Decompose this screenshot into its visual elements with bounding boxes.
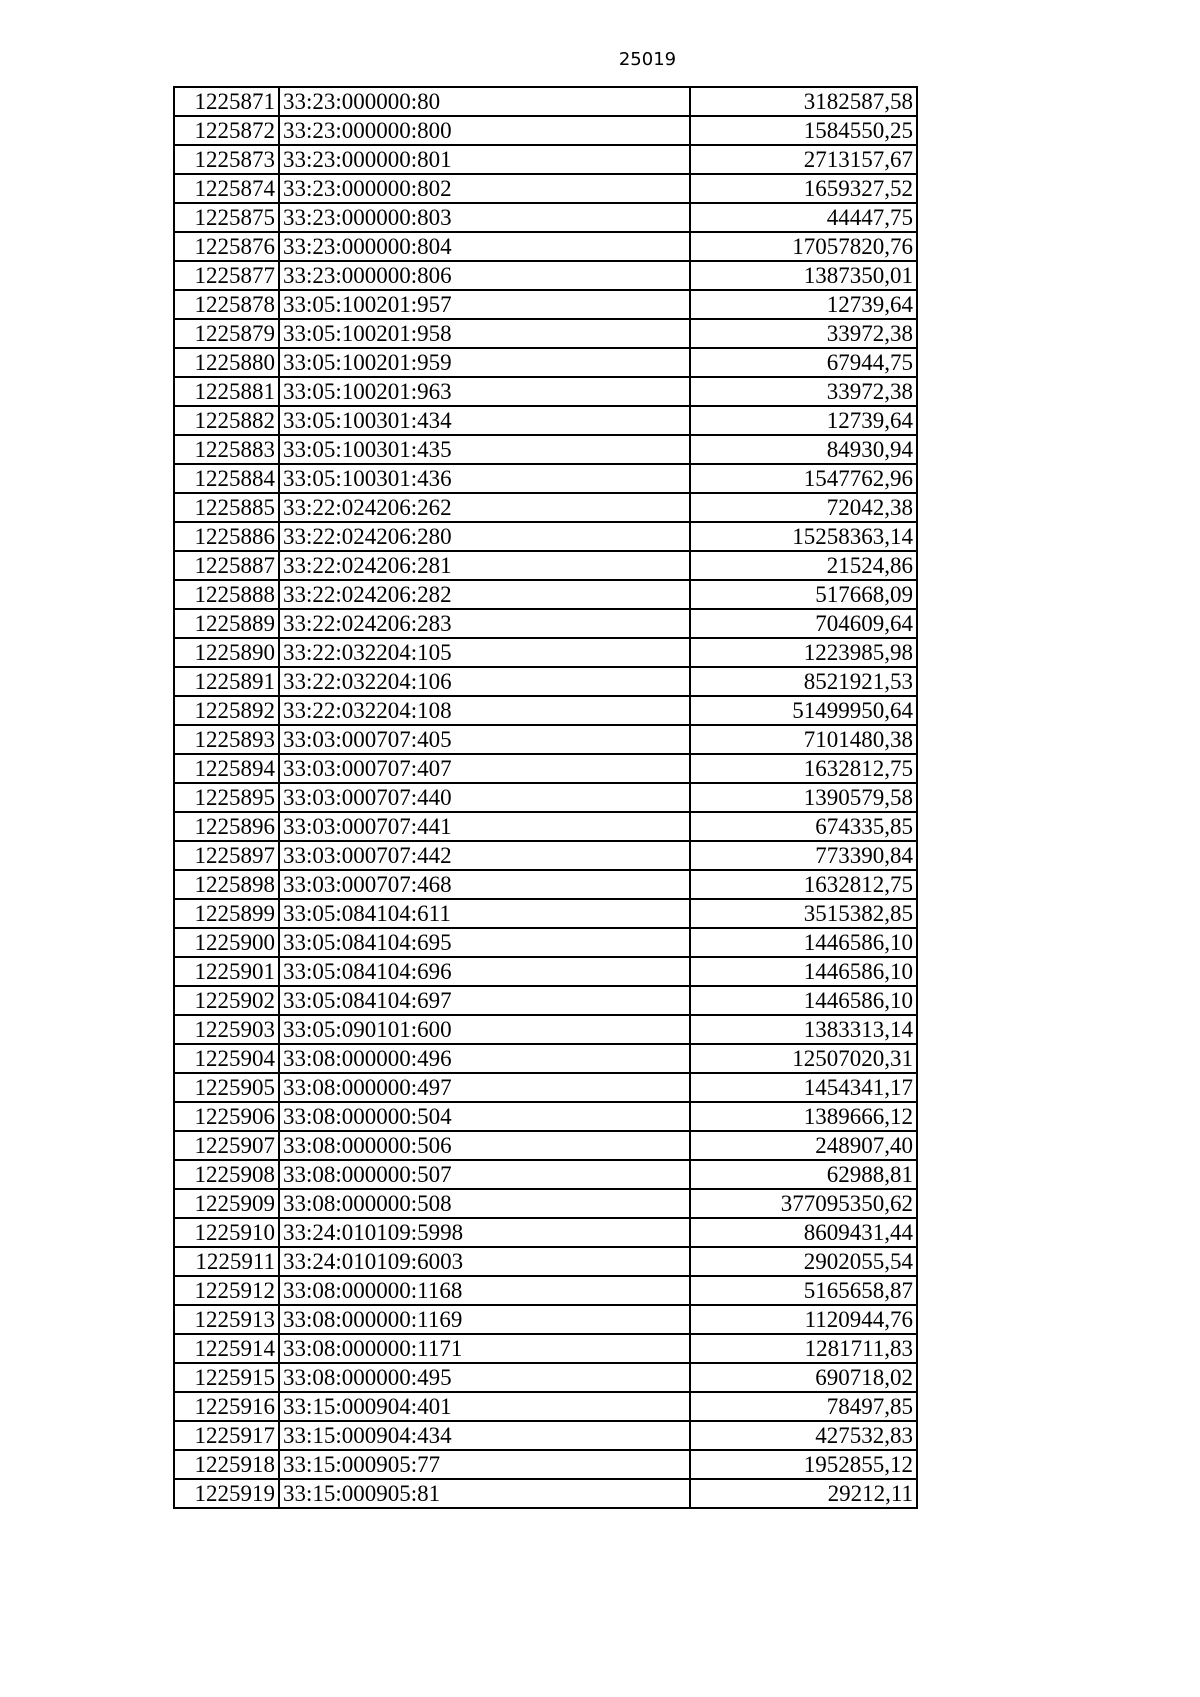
cadastral-value-cell: 1446586,10 — [690, 957, 917, 986]
cadastral-number-cell: 33:03:000707:468 — [279, 870, 690, 899]
cadastral-value-cell: 29212,11 — [690, 1479, 917, 1508]
table-row — [174, 1218, 917, 1247]
cadastral-value-cell: 1120944,76 — [690, 1305, 917, 1334]
cadastral-value-cell: 3182587,58 — [690, 87, 917, 116]
table-row — [174, 145, 917, 174]
table-row — [174, 522, 917, 551]
table-row — [174, 464, 917, 493]
cadastral-value-cell: 1281711,83 — [690, 1334, 917, 1363]
table-row — [174, 1305, 917, 1334]
row-number-cell: 1225904 — [174, 1044, 279, 1073]
cadastral-number-cell: 33:24:010109:6003 — [279, 1247, 690, 1276]
table-row — [174, 261, 917, 290]
cadastral-value-cell: 12739,64 — [690, 290, 917, 319]
cadastral-number-cell: 33:08:000000:508 — [279, 1189, 690, 1218]
cadastral-value-cell: 1632812,75 — [690, 754, 917, 783]
cadastral-value-cell: 1387350,01 — [690, 261, 917, 290]
cadastral-number-cell: 33:23:000000:800 — [279, 116, 690, 145]
table-row — [174, 1189, 917, 1218]
row-number-cell: 1225911 — [174, 1247, 279, 1276]
row-number-cell: 1225886 — [174, 522, 279, 551]
row-number-cell: 1225912 — [174, 1276, 279, 1305]
cadastral-value-cell: 674335,85 — [690, 812, 917, 841]
table-row — [174, 986, 917, 1015]
row-number-cell: 1225888 — [174, 580, 279, 609]
table-row — [174, 1363, 917, 1392]
row-number-cell: 1225895 — [174, 783, 279, 812]
row-number-cell: 1225903 — [174, 1015, 279, 1044]
row-number-cell: 1225878 — [174, 290, 279, 319]
cadastral-value-cell: 1383313,14 — [690, 1015, 917, 1044]
row-number-cell: 1225896 — [174, 812, 279, 841]
cadastral-value-cell: 78497,85 — [690, 1392, 917, 1421]
table-row — [174, 1160, 917, 1189]
cadastral-number-cell: 33:24:010109:5998 — [279, 1218, 690, 1247]
table-row — [174, 899, 917, 928]
cadastral-number-cell: 33:08:000000:1171 — [279, 1334, 690, 1363]
row-number-cell: 1225905 — [174, 1073, 279, 1102]
cadastral-number-cell: 33:08:000000:495 — [279, 1363, 690, 1392]
table-row — [174, 1015, 917, 1044]
row-number-cell: 1225907 — [174, 1131, 279, 1160]
table-row — [174, 1247, 917, 1276]
row-number-cell: 1225874 — [174, 174, 279, 203]
table-row — [174, 754, 917, 783]
cadastral-number-cell: 33:05:090101:600 — [279, 1015, 690, 1044]
cadastral-value-cell: 21524,86 — [690, 551, 917, 580]
cadastral-number-cell: 33:22:024206:283 — [279, 609, 690, 638]
row-number-cell: 1225879 — [174, 319, 279, 348]
row-number-cell: 1225898 — [174, 870, 279, 899]
cadastral-number-cell: 33:08:000000:1168 — [279, 1276, 690, 1305]
cadastral-number-cell: 33:22:024206:262 — [279, 493, 690, 522]
cadastral-value-cell: 1446586,10 — [690, 928, 917, 957]
cadastral-value-cell: 1389666,12 — [690, 1102, 917, 1131]
cadastral-number-cell: 33:05:084104:696 — [279, 957, 690, 986]
cadastral-value-cell: 2713157,67 — [690, 145, 917, 174]
cadastral-value-cell: 1390579,58 — [690, 783, 917, 812]
cadastral-number-cell: 33:22:032204:106 — [279, 667, 690, 696]
cadastral-value-cell: 12739,64 — [690, 406, 917, 435]
cadastral-number-cell: 33:05:100301:434 — [279, 406, 690, 435]
table-row — [174, 551, 917, 580]
cadastral-value-cell: 12507020,31 — [690, 1044, 917, 1073]
cadastral-number-cell: 33:15:000905:77 — [279, 1450, 690, 1479]
cadastral-number-cell: 33:03:000707:441 — [279, 812, 690, 841]
row-number-cell: 1225902 — [174, 986, 279, 1015]
cadastral-value-cell: 17057820,76 — [690, 232, 917, 261]
table-row — [174, 116, 917, 145]
row-number-cell: 1225915 — [174, 1363, 279, 1392]
row-number-cell: 1225901 — [174, 957, 279, 986]
cadastral-number-cell: 33:05:100301:436 — [279, 464, 690, 493]
cadastral-number-cell: 33:05:100301:435 — [279, 435, 690, 464]
cadastral-value-cell: 1952855,12 — [690, 1450, 917, 1479]
cadastral-value-cell: 51499950,64 — [690, 696, 917, 725]
table-row — [174, 1334, 917, 1363]
cadastral-number-cell: 33:22:024206:280 — [279, 522, 690, 551]
cadastral-value-table — [173, 86, 918, 1509]
cadastral-number-cell: 33:23:000000:804 — [279, 232, 690, 261]
row-number-cell: 1225871 — [174, 87, 279, 116]
table-row — [174, 319, 917, 348]
row-number-cell: 1225918 — [174, 1450, 279, 1479]
row-number-cell: 1225883 — [174, 435, 279, 464]
row-number-cell: 1225890 — [174, 638, 279, 667]
cadastral-number-cell: 33:23:000000:80 — [279, 87, 690, 116]
table-row — [174, 638, 917, 667]
cadastral-value-cell: 377095350,62 — [690, 1189, 917, 1218]
cadastral-number-cell: 33:08:000000:507 — [279, 1160, 690, 1189]
row-number-cell: 1225882 — [174, 406, 279, 435]
cadastral-number-cell: 33:15:000904:434 — [279, 1421, 690, 1450]
cadastral-number-cell: 33:08:000000:496 — [279, 1044, 690, 1073]
cadastral-value-cell: 8609431,44 — [690, 1218, 917, 1247]
cadastral-number-cell: 33:08:000000:497 — [279, 1073, 690, 1102]
table-row — [174, 203, 917, 232]
cadastral-number-cell: 33:05:084104:611 — [279, 899, 690, 928]
table-row — [174, 580, 917, 609]
row-number-cell: 1225908 — [174, 1160, 279, 1189]
row-number-cell: 1225914 — [174, 1334, 279, 1363]
row-number-cell: 1225919 — [174, 1479, 279, 1508]
table-row — [174, 1102, 917, 1131]
table-row — [174, 377, 917, 406]
cadastral-number-cell: 33:15:000904:401 — [279, 1392, 690, 1421]
table-row — [174, 957, 917, 986]
table-row — [174, 696, 917, 725]
cadastral-value-cell: 7101480,38 — [690, 725, 917, 754]
row-number-cell: 1225877 — [174, 261, 279, 290]
row-number-cell: 1225880 — [174, 348, 279, 377]
cadastral-value-cell: 3515382,85 — [690, 899, 917, 928]
cadastral-value-cell: 1547762,96 — [690, 464, 917, 493]
cadastral-value-cell: 704609,64 — [690, 609, 917, 638]
table-row — [174, 1450, 917, 1479]
table-row — [174, 406, 917, 435]
table-row — [174, 928, 917, 957]
row-number-cell: 1225873 — [174, 145, 279, 174]
row-number-cell: 1225910 — [174, 1218, 279, 1247]
row-number-cell: 1225916 — [174, 1392, 279, 1421]
page-number: 25019 — [618, 49, 677, 70]
cadastral-value-cell: 2902055,54 — [690, 1247, 917, 1276]
table-body — [174, 87, 917, 1508]
table-row — [174, 783, 917, 812]
cadastral-number-cell: 33:08:000000:1169 — [279, 1305, 690, 1334]
cadastral-number-cell: 33:03:000707:405 — [279, 725, 690, 754]
cadastral-value-cell: 62988,81 — [690, 1160, 917, 1189]
table-row — [174, 232, 917, 261]
row-number-cell: 1225891 — [174, 667, 279, 696]
table-row — [174, 290, 917, 319]
table-row — [174, 725, 917, 754]
table-row — [174, 812, 917, 841]
row-number-cell: 1225913 — [174, 1305, 279, 1334]
cadastral-number-cell: 33:23:000000:806 — [279, 261, 690, 290]
cadastral-number-cell: 33:03:000707:407 — [279, 754, 690, 783]
cadastral-value-cell: 44447,75 — [690, 203, 917, 232]
row-number-cell: 1225872 — [174, 116, 279, 145]
cadastral-number-cell: 33:22:032204:105 — [279, 638, 690, 667]
cadastral-number-cell: 33:22:032204:108 — [279, 696, 690, 725]
row-number-cell: 1225892 — [174, 696, 279, 725]
cadastral-value-cell: 1454341,17 — [690, 1073, 917, 1102]
table-row — [174, 1421, 917, 1450]
row-number-cell: 1225899 — [174, 899, 279, 928]
row-number-cell: 1225906 — [174, 1102, 279, 1131]
table-row — [174, 667, 917, 696]
cadastral-value-cell: 427532,83 — [690, 1421, 917, 1450]
cadastral-value-cell: 67944,75 — [690, 348, 917, 377]
table-row — [174, 87, 917, 116]
cadastral-value-cell: 1632812,75 — [690, 870, 917, 899]
cadastral-number-cell: 33:05:084104:695 — [279, 928, 690, 957]
cadastral-value-cell: 1446586,10 — [690, 986, 917, 1015]
table-row — [174, 493, 917, 522]
table-row — [174, 841, 917, 870]
table-row — [174, 1392, 917, 1421]
cadastral-number-cell: 33:05:100201:957 — [279, 290, 690, 319]
row-number-cell: 1225885 — [174, 493, 279, 522]
cadastral-number-cell: 33:05:100201:959 — [279, 348, 690, 377]
row-number-cell: 1225875 — [174, 203, 279, 232]
table-row — [174, 348, 917, 377]
cadastral-number-cell: 33:05:084104:697 — [279, 986, 690, 1015]
cadastral-value-cell: 84930,94 — [690, 435, 917, 464]
cadastral-value-cell: 8521921,53 — [690, 667, 917, 696]
cadastral-number-cell: 33:15:000905:81 — [279, 1479, 690, 1508]
row-number-cell: 1225881 — [174, 377, 279, 406]
cadastral-value-cell: 15258363,14 — [690, 522, 917, 551]
cadastral-value-cell: 1223985,98 — [690, 638, 917, 667]
row-number-cell: 1225897 — [174, 841, 279, 870]
cadastral-value-cell: 72042,38 — [690, 493, 917, 522]
row-number-cell: 1225887 — [174, 551, 279, 580]
cadastral-value-cell: 33972,38 — [690, 377, 917, 406]
cadastral-number-cell: 33:03:000707:442 — [279, 841, 690, 870]
cadastral-value-cell: 517668,09 — [690, 580, 917, 609]
table-row — [174, 435, 917, 464]
table-row — [174, 174, 917, 203]
cadastral-value-cell: 1659327,52 — [690, 174, 917, 203]
cadastral-value-cell: 690718,02 — [690, 1363, 917, 1392]
table-row — [174, 1276, 917, 1305]
cadastral-number-cell: 33:23:000000:802 — [279, 174, 690, 203]
table-row — [174, 870, 917, 899]
cadastral-value-cell: 773390,84 — [690, 841, 917, 870]
table-row — [174, 609, 917, 638]
row-number-cell: 1225909 — [174, 1189, 279, 1218]
row-number-cell: 1225884 — [174, 464, 279, 493]
row-number-cell: 1225900 — [174, 928, 279, 957]
table-row — [174, 1073, 917, 1102]
cadastral-number-cell: 33:08:000000:504 — [279, 1102, 690, 1131]
cadastral-value-cell: 5165658,87 — [690, 1276, 917, 1305]
row-number-cell: 1225876 — [174, 232, 279, 261]
table-row — [174, 1044, 917, 1073]
row-number-cell: 1225893 — [174, 725, 279, 754]
cadastral-value-cell: 248907,40 — [690, 1131, 917, 1160]
cadastral-number-cell: 33:22:024206:282 — [279, 580, 690, 609]
cadastral-number-cell: 33:22:024206:281 — [279, 551, 690, 580]
cadastral-number-cell: 33:05:100201:963 — [279, 377, 690, 406]
table-row — [174, 1479, 917, 1508]
cadastral-value-cell: 33972,38 — [690, 319, 917, 348]
row-number-cell: 1225889 — [174, 609, 279, 638]
table-row — [174, 1131, 917, 1160]
cadastral-number-cell: 33:05:100201:958 — [279, 319, 690, 348]
cadastral-number-cell: 33:03:000707:440 — [279, 783, 690, 812]
cadastral-value-cell: 1584550,25 — [690, 116, 917, 145]
row-number-cell: 1225894 — [174, 754, 279, 783]
cadastral-number-cell: 33:23:000000:801 — [279, 145, 690, 174]
cadastral-number-cell: 33:08:000000:506 — [279, 1131, 690, 1160]
row-number-cell: 1225917 — [174, 1421, 279, 1450]
cadastral-number-cell: 33:23:000000:803 — [279, 203, 690, 232]
